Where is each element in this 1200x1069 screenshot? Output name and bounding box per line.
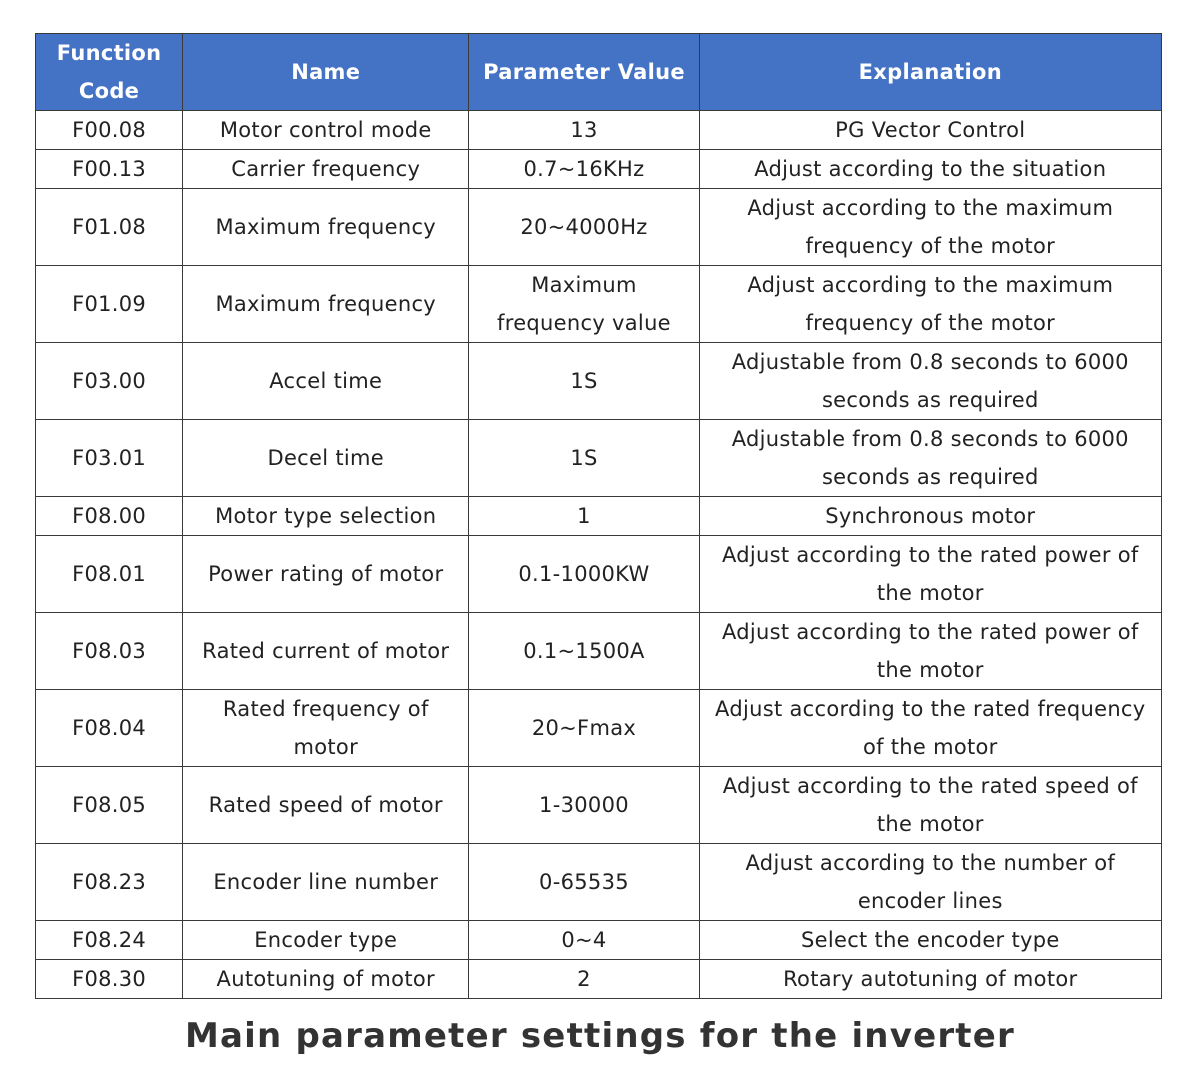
table-row — [36, 844, 1162, 921]
explanation-cell: Adjust according to the rated frequency of the motor — [699, 690, 1161, 767]
name-cell: Motor type selection — [183, 497, 469, 536]
table-row — [36, 690, 1162, 767]
parameter-value-cell: 20~4000Hz — [469, 189, 699, 266]
explanation-cell: Adjust according to the maximum frequency of the motor — [699, 189, 1161, 266]
explanation-cell: Adjustable from 0.8 seconds to 6000 seconds as required — [699, 420, 1161, 497]
function-code-cell: F01.08 — [36, 189, 183, 266]
function-code-cell: F08.03 — [36, 613, 183, 690]
name-cell: Rated frequency of motor — [183, 690, 469, 767]
name-cell: Carrier frequency — [183, 150, 469, 189]
table-row — [36, 420, 1162, 497]
parameter-value-cell: 1-30000 — [469, 767, 699, 844]
name-cell: Accel time — [183, 343, 469, 420]
parameter-value-cell: 20~Fmax — [469, 690, 699, 767]
function-code-cell: F01.09 — [36, 266, 183, 343]
explanation-cell: Adjust according to the rated power of the motor — [699, 536, 1161, 613]
explanation-cell: Adjust according to the number of encoder lines — [699, 844, 1161, 921]
name-cell: Rated speed of motor — [183, 767, 469, 844]
table-header-row — [36, 34, 1162, 111]
parameter-value-cell: 0.1~1500A — [469, 613, 699, 690]
parameter-value-cell: 1 — [469, 497, 699, 536]
function-code-cell: F03.01 — [36, 420, 183, 497]
table-body — [36, 111, 1162, 999]
explanation-cell: Adjust according to the rated speed of the motor — [699, 767, 1161, 844]
table-row — [36, 536, 1162, 613]
function-code-cell: F03.00 — [36, 343, 183, 420]
name-cell: Motor control mode — [183, 111, 469, 150]
parameter-value-cell: 0-65535 — [469, 844, 699, 921]
name-cell: Rated current of motor — [183, 613, 469, 690]
parameter-table — [35, 33, 1162, 999]
name-cell: Maximum frequency — [183, 189, 469, 266]
name-cell: Maximum frequency — [183, 266, 469, 343]
function-code-cell: F08.05 — [36, 767, 183, 844]
function-code-cell: F08.01 — [36, 536, 183, 613]
explanation-cell: Adjustable from 0.8 seconds to 6000 seconds as required — [699, 343, 1161, 420]
table-row — [36, 343, 1162, 420]
parameter-value-cell: 2 — [469, 960, 699, 999]
explanation-cell: PG Vector Control — [699, 111, 1161, 150]
explanation-cell: Adjust according to the situation — [699, 150, 1161, 189]
parameter-value-cell: 0.1-1000KW — [469, 536, 699, 613]
name-cell: Power rating of motor — [183, 536, 469, 613]
parameter-value-cell: 0.7~16KHz — [469, 150, 699, 189]
name-cell: Decel time — [183, 420, 469, 497]
explanation-cell: Adjust according to the rated power of the motor — [699, 613, 1161, 690]
header-name: Name — [183, 34, 469, 111]
explanation-cell: Rotary autotuning of motor — [699, 960, 1161, 999]
table-row — [36, 767, 1162, 844]
function-code-cell: F08.00 — [36, 497, 183, 536]
table-row — [36, 150, 1162, 189]
table-caption: Main parameter settings for the inverter — [185, 1016, 1015, 1056]
header-parameter-value: Parameter Value — [469, 34, 699, 111]
header-explanation: Explanation — [699, 34, 1161, 111]
name-cell: Encoder line number — [183, 844, 469, 921]
name-cell: Encoder type — [183, 921, 469, 960]
parameter-value-cell: 0~4 — [469, 921, 699, 960]
explanation-cell: Synchronous motor — [699, 497, 1161, 536]
table-row — [36, 189, 1162, 266]
parameter-value-cell: 1S — [469, 420, 699, 497]
explanation-cell: Adjust according to the maximum frequency of the motor — [699, 266, 1161, 343]
function-code-cell: F08.04 — [36, 690, 183, 767]
function-code-cell: F08.23 — [36, 844, 183, 921]
table-row — [36, 111, 1162, 150]
table-row — [36, 497, 1162, 536]
function-code-cell: F08.24 — [36, 921, 183, 960]
function-code-cell: F00.08 — [36, 111, 183, 150]
function-code-cell: F08.30 — [36, 960, 183, 999]
explanation-cell: Select the encoder type — [699, 921, 1161, 960]
table-row — [36, 960, 1162, 999]
table-row — [36, 266, 1162, 343]
parameter-value-cell: 1S — [469, 343, 699, 420]
table-row — [36, 921, 1162, 960]
table-row — [36, 613, 1162, 690]
parameter-value-cell: 13 — [469, 111, 699, 150]
header-function-code: Function Code — [36, 34, 183, 111]
parameter-value-cell: Maximum frequency value — [469, 266, 699, 343]
name-cell: Autotuning of motor — [183, 960, 469, 999]
function-code-cell: F00.13 — [36, 150, 183, 189]
